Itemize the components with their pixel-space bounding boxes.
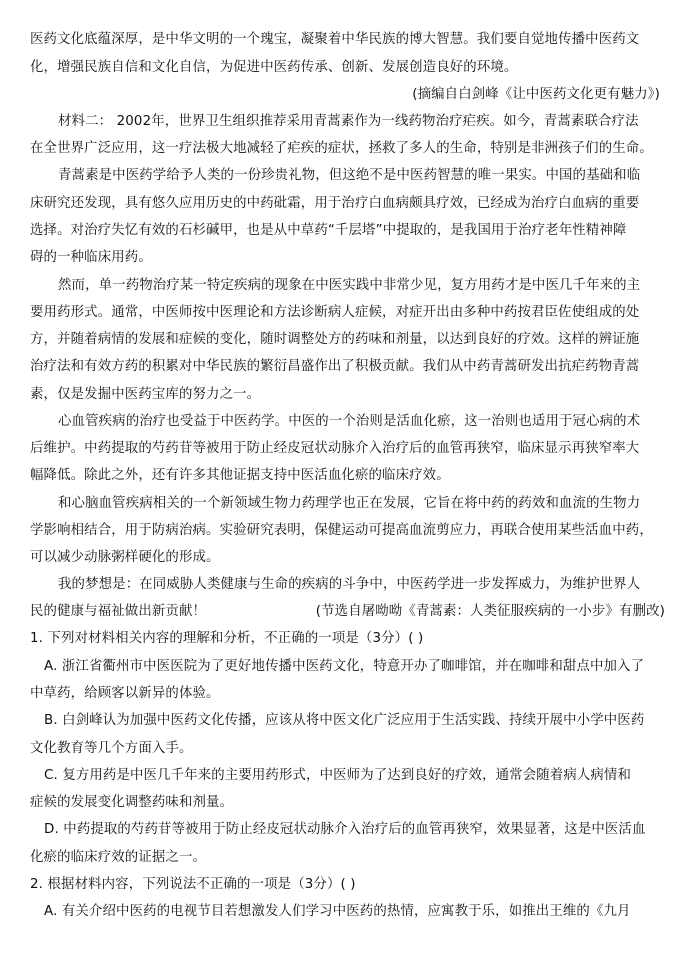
text-line: 化，增强民族自信和文化自信，为促进中医药传承、创新、发展创造良好的环境。 bbox=[30, 60, 518, 75]
text-line: 后维护。中药提取的芍药苷等被用于防止经皮冠状动脉介入治疗后的血管再狭窄，临床显示再狭窄率大 bbox=[30, 441, 640, 456]
text-line: 方，并随着病情的发展和症候的变化，随时调整处方的药味和剂量，以达到良好的疗效。这样的辨证施 bbox=[30, 332, 640, 347]
text-line: 材料二： 2002年，世界卫生组织推荐采用青蒿素作为一线药物治疗疟疾。如今，青蒿素联合疗法 bbox=[58, 114, 639, 129]
text-line-with-citation bbox=[30, 603, 665, 621]
option-text: 症候的发展变化调整药味和剂量。 bbox=[30, 795, 234, 810]
option-text: 中草药，给顾客以新异的体验。 bbox=[30, 686, 220, 701]
source-citation: (节选自屠呦呦《青蒿素：人类征服疾病的一小步》有删改) bbox=[315, 604, 665, 619]
text-line: 可以减少动脉粥样硬化的形成。 bbox=[30, 550, 220, 565]
option-text: D. 中药提取的芍药苷等被用于防止经皮冠状动脉介入治疗后的血管再狭窄，效果显著，这是中医活血 bbox=[44, 822, 646, 837]
option-text: 化瘀的临床疗效的证据之一。 bbox=[30, 850, 207, 865]
text-line: 在全世界广泛应用，这一疗法极大地减轻了疟疾的症状，拯救了多人的生命，特别是非洲孩子们的生命。 bbox=[30, 141, 653, 156]
text-line: 青蒿素是中医药学给予人类的一份珍贵礼物，但这绝不是中医药智慧的唯一果实。中国的基础和临 bbox=[58, 168, 641, 183]
text-line: 素，仅是发掘中医药宝库的努力之一。 bbox=[30, 387, 261, 402]
option-text: C. 复方用药是中医几千年来的主要用药形式，中医师为了达到良好的疗效，通常会随着病人病情和 bbox=[44, 768, 632, 783]
text-line: 我的梦想是：在同威胁人类健康与生命的疾病的斗争中，中医药学进一步发挥威力，为维护世界人 bbox=[58, 577, 641, 592]
question-2: 2. 根据材料内容，下列说法不正确的一项是（3分）( ) bbox=[30, 877, 356, 892]
text-line: 床研究还发现，具有悠久应用历史的中药砒霜，用于治疗白血病颇具疗效，已经成为治疗白血病的重要 bbox=[30, 196, 640, 211]
text-line: 医药文化底蕴深厚，是中华文明的一个瑰宝，凝聚着中华民族的博大智慧。我们要自觉地传播中医药文 bbox=[30, 32, 640, 47]
text-line: 学影响相结合，用于防病治病。实验研究表明，保健运动可提高血流剪应力，再联合使用某些活血中药， bbox=[30, 523, 653, 538]
option-text: B. 白剑峰认为加强中医药文化传播，应该从将中医文化广泛应用于生活实践、持续开展中小学中医药 bbox=[44, 713, 645, 728]
text-line: 要用药形式。通常，中医师按中医理论和方法诊断病人症候，对症开出由多种中药按君臣佐使组成的处 bbox=[30, 305, 640, 320]
text-line: 碍的一种临床用药。 bbox=[30, 250, 152, 265]
option-text: 文化教育等几个方面入手。 bbox=[30, 741, 193, 756]
option-text: A. 有关介绍中医药的电视节目若想激发人们学习中医药的热情，应寓教于乐，如推出王维的《九月 bbox=[44, 904, 631, 919]
question-1: 1. 下列对材料相关内容的理解和分析，不正确的一项是（3分）( ) bbox=[30, 631, 424, 646]
source-citation: (摘编自白剑峰《让中医药文化更有魅力》) bbox=[412, 87, 660, 102]
text-line: 然而，单一药物治疗某一特定疾病的现象在中医实践中非常少见，复方用药才是中医几千年来的主 bbox=[58, 278, 641, 293]
text-line: 和心脑血管疾病相关的一个新领域生物力药理学也正在发展，它旨在将中药的药效和血流的生物力 bbox=[58, 496, 641, 511]
text-line: 心血管疾病的治疗也受益于中医药学。中医的一个治则是活血化瘀，这一治则也适用于冠心病的术 bbox=[58, 414, 641, 429]
text-fragment: 民的健康与福祉做出新贡献！ bbox=[30, 604, 207, 619]
option-text: A. 浙江省衢州市中医医院为了更好地传播中医药文化，特意开办了咖啡馆，并在咖啡和甜点中加入了 bbox=[44, 659, 645, 674]
text-line: 幅降低。除此之外，还有许多其他证据支持中医活血化瘀的临床疗效。 bbox=[30, 468, 450, 483]
text-line: 选择。对治疗失忆有效的石杉碱甲，也是从中草药“千层塔”中提取的，是我国用于治疗老年性精神障 bbox=[30, 223, 627, 238]
text-line: 治疗法和有效方药的积累对中华民族的繁衍昌盛作出了积极贡献。我们从中药青蒿研发出抗疟药物青蒿 bbox=[30, 359, 640, 374]
